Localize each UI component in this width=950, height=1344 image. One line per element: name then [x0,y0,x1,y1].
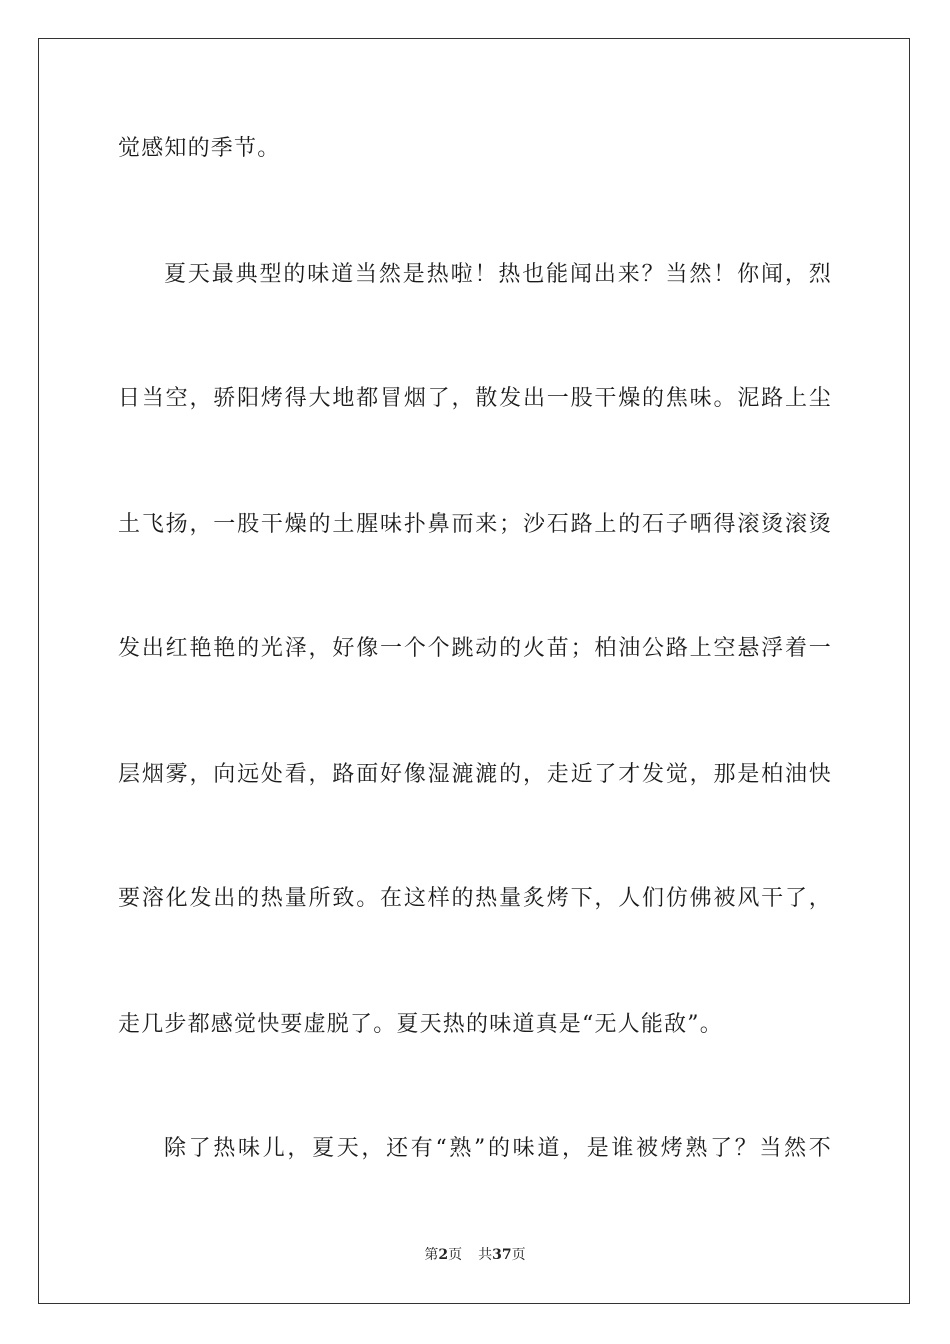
page-border [38,38,910,1304]
paragraph-line-5: 发出红艳艳的光泽，好像一个个跳动的火苗；柏油公路上空悬浮着一 [118,636,832,661]
paragraph-line-6: 层烟雾，向远处看，路面好像湿漉漉的，走近了才发觉，那是柏油快 [118,762,832,787]
paragraph-line-9: 除了热味儿，夏天，还有“熟”的味道，是谁被烤熟了？当然不 [164,1136,832,1161]
paragraph-line-1: 觉感知的季节。 [118,136,281,161]
footer-page-number: 2 [438,1247,449,1263]
footer-total-prefix: 共 [478,1247,493,1263]
page-footer [0,1246,950,1264]
paragraph-line-3: 日当空，骄阳烤得大地都冒烟了，散发出一股干燥的焦味。泥路上尘 [118,386,832,411]
footer-total-pages: 37 [492,1247,512,1263]
paragraph-line-7: 要溶化发出的热量所致。在这样的热量炙烤下，人们仿佛被风干了， [118,886,832,911]
paragraph-line-4: 土飞扬，一股干燥的土腥味扑鼻而来；沙石路上的石子晒得滚烫滚烫 [118,512,832,537]
paragraph-line-2: 夏天最典型的味道当然是热啦！热也能闻出来？当然！你闻，烈 [164,262,832,287]
footer-total-suffix: 页 [511,1247,526,1263]
paragraph-line-8: 走几步都感觉快要虚脱了。夏天热的味道真是“无人能敌”。 [118,1012,723,1037]
footer-page-prefix: 第 [424,1247,439,1263]
footer-page-suffix: 页 [448,1247,463,1263]
